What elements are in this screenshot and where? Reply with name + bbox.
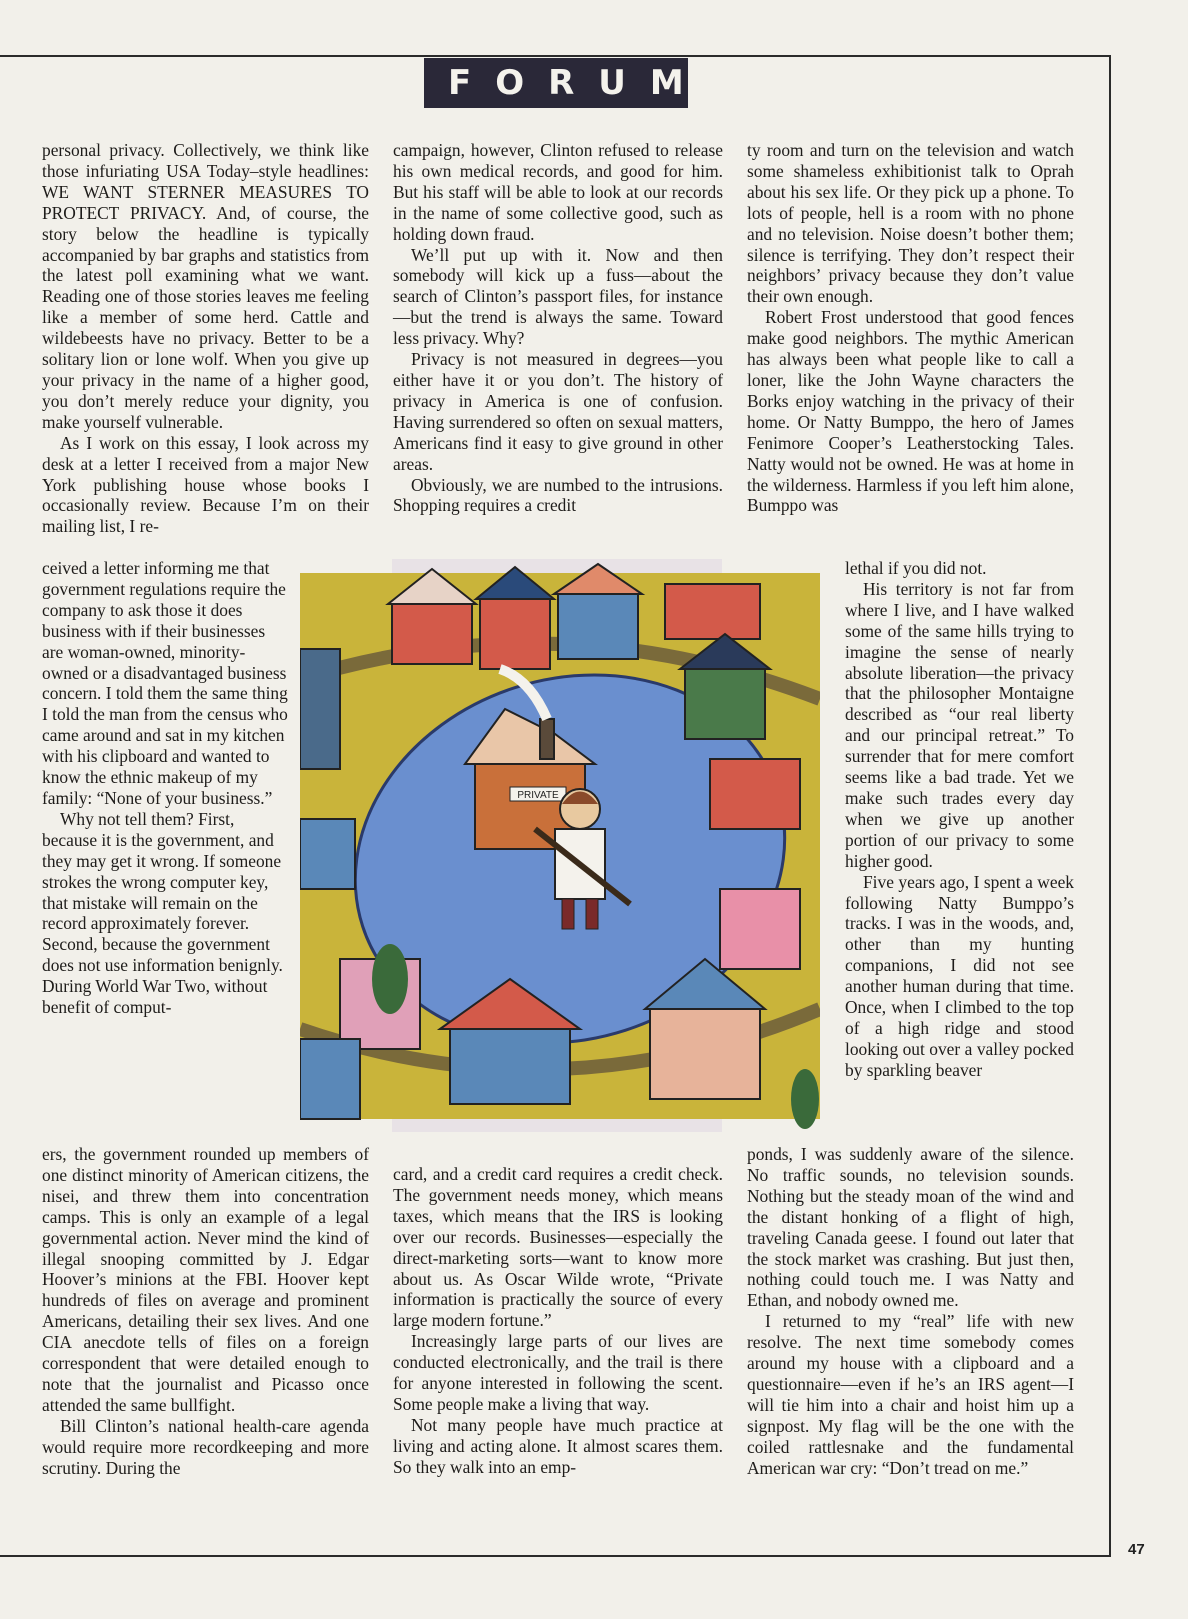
paragraph: Privacy is not measured in degrees—you either have it or you don’t. The history of privacy in America is one of confusion. Having surrendered so often on sexual matters, Americans find it easy to give ground in other areas. — [393, 349, 723, 474]
column-2-top — [393, 140, 723, 516]
paragraph: personal privacy. Collectively, we think like those infuriating USA Today–style headlines: WE WANT STERNER MEASURES TO PROTECT PRIVACY. And, of course, the story below the headline is typically accompanied by bar graphs and statistics from the latest poll examining what we want. Reading one of those stories leaves me feeling like a member of some herd. Cattle and wildebeests have no privacy. Better to be a solitary lion or lone wolf. When you give up your privacy in the name of a higher good, you don’t merely reduce your dignity, you make yourself vulnerable. — [42, 140, 369, 432]
column-1-top — [42, 140, 369, 537]
tree — [372, 944, 408, 1014]
paragraph: Robert Frost understood that good fences make good neighbors. The mythic American has always been what people like to call a loner, like the John Wayne characters the Borks enjoy watching in the privacy of their home. Or Natty Bumppo, the hero of James Fenimore Cooper’s Leatherstocking Tales. Natty would not be owned. He was at home in the wilderness. Harmless if you left him alone, Bumppo was — [747, 307, 1074, 516]
paragraph: We’ll put up with it. Now and then somebody will kick up a fuss—about the search of Clinton’s passport files, for instance—but the trend is always the same. Toward less privacy. Why? — [393, 244, 723, 349]
paragraph: Bill Clinton’s national health-care agenda would require more recordkeeping and more scrutiny. During the — [42, 1415, 369, 1478]
paragraph: Not many people have much practice at living and acting alone. It almost scares them. So they walk into an emp- — [393, 1414, 723, 1477]
paragraph: Obviously, we are numbed to the intrusions. Shopping requires a credit — [393, 474, 723, 516]
paragraph: lethal if you did not. — [845, 558, 987, 578]
paragraph: card, and a credit card requires a credit check. The government needs money, which means taxes, which means that the IRS is looking over our records. Businesses—especially the direct-marketing sorts—want to know more about us. As Oscar Wilde wrote, “Private information is practically the source of every large modern fortune.” — [393, 1164, 723, 1331]
column-3-bottom — [747, 1144, 1074, 1479]
tree — [791, 1069, 819, 1129]
column-1-bottom — [42, 1144, 369, 1479]
column-3-wrap — [845, 558, 1074, 1081]
paragraph: campaign, however, Clinton refused to release his own medical records, and good for him. But his staff will be able to look at our records in the name of some collective good, such as holding down fraud. — [393, 140, 723, 244]
top-strip — [392, 559, 722, 573]
section-header: FORUM — [424, 58, 688, 108]
private-sign-text: PRIVATE — [517, 790, 559, 801]
paragraph: Five years ago, I spent a week following Natty Bumppo’s tracks. I was in the woods, and, other than my hunting companions, I did not see another human during that time. Once, when I climbed to the top of a high ridge and stood looking out over a valley pocked by sparkling beaver — [845, 871, 1074, 1080]
paragraph: Why not tell them? First, because it is the government, and they may get it wrong. If someone strokes the wrong computer key, that mistake will remain on the record approximately forever. Second, because the government does not use information benignly. During World War Two, without benefit of comput- — [42, 808, 283, 1018]
column-2-bottom — [393, 1164, 723, 1478]
paragraph: His territory is not far from where I live, and I have walked some of the same hills trying to imagine the sense of nearly absolute liberation—the privacy that the philosopher Montaigne described as “our real liberty and our principal retreat.” To surrender that for mere comfort seems like a bad trade. Yet we make such trades every day when we give up another portion of our privacy to some higher good. — [845, 578, 1074, 871]
paragraph: As I work on this essay, I look across my desk at a letter I received from a major New York publishing house whose books I occasionally review. Because I’m on their mailing list, I re- — [42, 432, 369, 537]
paragraph: ers, the government rounded up members of one distinct minority of American citizens, the nisei, and threw them into concentration camps. This is only an example of a legal governmental action. Never mind the kind of illegal snooping committed by J. Edgar Hoover’s minions at the FBI. Hoover kept hundreds of files on average and prominent Americans, detailing their sex lives. And one CIA anecdote tells of files on a foreign correspondent that were detailed enough to note that the journalist and Picasso once attended the same bullfight. — [42, 1144, 369, 1415]
paragraph: Increasingly large parts of our lives are conducted electronically, and the trail is there for anyone interested in following the scent. Some people make a living that way. — [393, 1331, 723, 1414]
illustration-privacy-village — [300, 559, 820, 1132]
paragraph: ty room and turn on the television and watch some shameless exhibitionist talk to Oprah about his sex life. Or they pick up a phone. To lots of people, hell is a room with no phone and no television. Noise doesn’t bother them; silence is terrifying. They don’t respect their neighbors’ privacy because they don’t value their own enough. — [747, 140, 1074, 307]
page-number: 47 — [1128, 1541, 1145, 1558]
column-3-top — [747, 140, 1074, 516]
paragraph: I returned to my “real” life with new resolve. The next time somebody comes around my house with a clipboard and a questionnaire—even if he’s an IRS agent—I will tie him into a chair and hoist him up a signpost. My flag will be the one with the coiled rattlesnake and the fundamental American war cry: “Don’t tread on me.” — [747, 1311, 1074, 1478]
bottom-strip — [392, 1119, 722, 1132]
paragraph: ceived a letter informing me that government regulations require the company to ask those it does business with if their businesses are woman-owned, minority-owned or a disadvantaged business concern. I told them the same thing I told the man from the census who came around and sat in my kitchen with his clipboard and wanted to know the ethnic makeup of my family: “None of your business.” — [42, 558, 288, 808]
paragraph: ponds, I was suddenly aware of the silence. No traffic sounds, no television sounds. Nothing but the steady moan of the wind and the distant honking of a flight of high, traveling Canada geese. I found out later that the stock market was crashing. But just then, nothing could touch me. I was Natty and Ethan, and nobody owned me. — [747, 1144, 1074, 1311]
column-1-wrap — [42, 558, 288, 1018]
